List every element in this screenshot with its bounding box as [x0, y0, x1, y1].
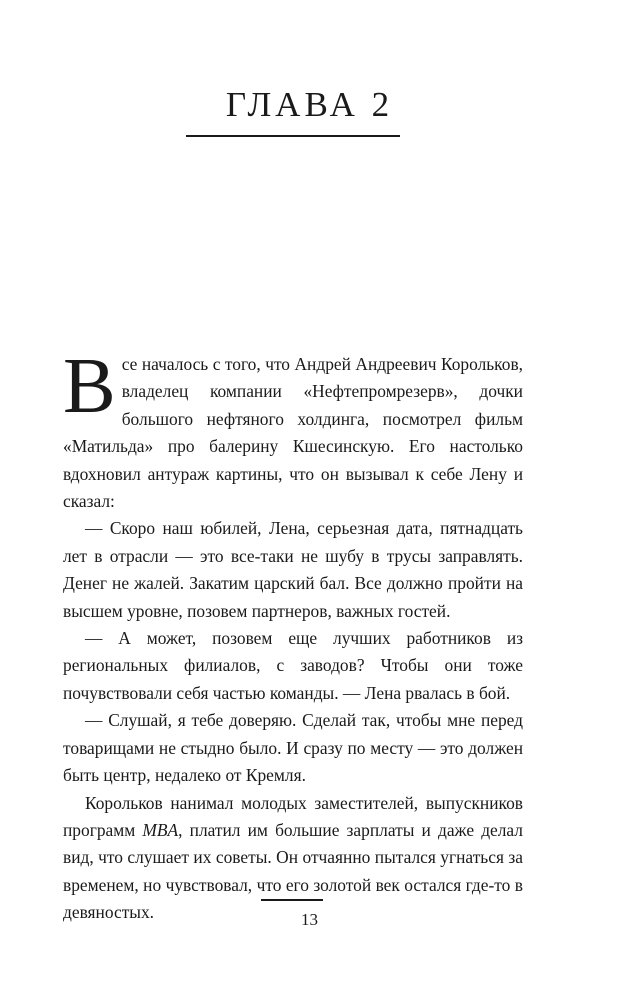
paragraph-1 [63, 343, 523, 515]
page-number: 13 [301, 910, 318, 929]
chapter-title: ГЛАВА 2 [225, 85, 394, 124]
mba-italic: MBA [142, 819, 179, 840]
paragraph-5-text-start: Корольков нанимал молодых заместителей, выпускников программ [63, 792, 523, 840]
paragraph-3: — А может, позовем еще лучших работников из региональных филиалов, с заводов? Чтобы они тоже почувствовали себя частью команды. — Лена рвалась в бой. [63, 628, 523, 703]
paragraph-4: — Слушай, я тебе доверяю. Сделай так, чтобы мне перед товарищами не стыдно было. И сразу по месту — это должен быть центр, недалеко от Кремля. [63, 710, 523, 786]
footer-divider [261, 899, 323, 901]
chapter-body [63, 343, 523, 927]
paragraph-2: — Скоро наш юбилей, Лена, серьезная дата, пятнадцать лет в отрасли — это все-таки не шубу в трусы заправлять. Денег не жалей. Закатим царский бал. Все должно пройти на высшем уровне, позовем партнеров, важных гостей. [63, 518, 523, 621]
title-divider [186, 135, 400, 137]
drop-cap: В [63, 343, 116, 430]
paragraph-5 [63, 790, 523, 927]
paragraph-1-text: се началось с того, что Андрей Андреевич Корольков, владелец компании «Нефтепромрезерв», дочки большого нефтяного холдинга, посмотрел фильм «Матильда» про балерину Кшесинскую. Его настолько вдохновил антураж картины, что он вызывал к себе Лену и сказал: [63, 354, 523, 512]
paragraph-5-text-end: , платил им большие зарплаты и даже делал вид, что слушает их советы. Он отчаянно пытался угнаться за временем, но чувствовал, что его золотой век остался где-то в девяностых. [63, 819, 523, 923]
